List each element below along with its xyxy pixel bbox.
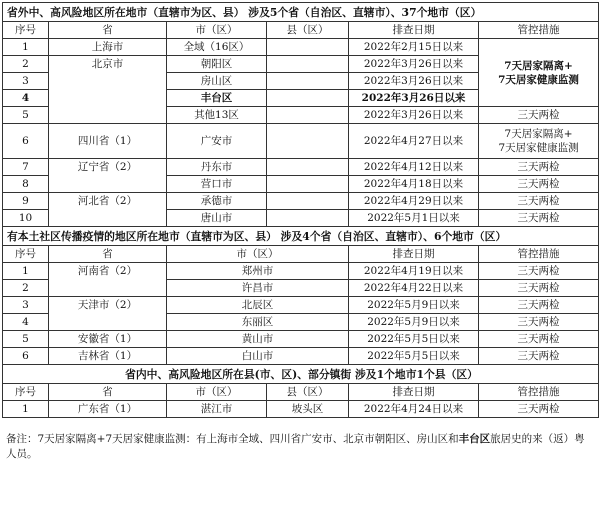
cell-measure: 三天两检 bbox=[479, 210, 599, 227]
risk-area-table bbox=[2, 2, 599, 418]
table-row bbox=[3, 263, 599, 280]
cell-city: 白山市 bbox=[167, 348, 349, 365]
table-row bbox=[3, 348, 599, 365]
cell-date: 2022年5月5日以来 bbox=[349, 331, 479, 348]
cell-county bbox=[267, 193, 349, 210]
section3-title: 省内中、高风险地区所在县(市、区)、部分镇街 涉及1个地市1个县（区） bbox=[3, 365, 599, 384]
cell-county bbox=[267, 124, 349, 159]
cell-no: 2 bbox=[3, 56, 49, 73]
measure-line-2: 7天居家健康监测 bbox=[498, 73, 579, 86]
footnote-text-2: 旅居史的来（返）粤人员。 bbox=[6, 433, 585, 460]
cell-measure bbox=[479, 124, 599, 159]
cell-city: 全域（16区） bbox=[167, 39, 267, 56]
cell-city: 东丽区 bbox=[167, 314, 349, 331]
cell-city: 朝阳区 bbox=[167, 56, 267, 73]
measure-line-1: 7天居家隔离+ bbox=[504, 59, 573, 72]
cell-no: 3 bbox=[3, 73, 49, 90]
table-row bbox=[3, 297, 599, 314]
cell-measure: 三天两检 bbox=[479, 314, 599, 331]
cell-prov: 安徽省（1） bbox=[49, 331, 167, 348]
cell-measure: 三天两检 bbox=[479, 107, 599, 124]
cell-date: 2022年3月26日以来 bbox=[349, 90, 479, 107]
cell-city: 承德市 bbox=[167, 193, 267, 210]
cell-measure: 三天两检 bbox=[479, 280, 599, 297]
cell-date: 2022年4月19日以来 bbox=[349, 263, 479, 280]
cell-date: 2022年5月1日以来 bbox=[349, 210, 479, 227]
section2-header-row bbox=[3, 246, 599, 263]
cell-prov: 广东省（1） bbox=[49, 401, 167, 418]
col-header-no: 序号 bbox=[3, 22, 49, 39]
cell-measure: 三天两检 bbox=[479, 401, 599, 418]
cell-no: 8 bbox=[3, 176, 49, 193]
cell-date: 2022年3月26日以来 bbox=[349, 56, 479, 73]
cell-date: 2022年4月27日以来 bbox=[349, 124, 479, 159]
cell-city: 湛江市 bbox=[167, 401, 267, 418]
cell-measure: 三天两检 bbox=[479, 297, 599, 314]
cell-prov: 河南省（2） bbox=[49, 263, 167, 297]
cell-measure: 三天两检 bbox=[479, 348, 599, 365]
cell-city: 黄山市 bbox=[167, 331, 349, 348]
col-header-prov: 省 bbox=[49, 246, 167, 263]
cell-prov: 河北省（2） bbox=[49, 193, 167, 227]
cell-city: 许昌市 bbox=[167, 280, 349, 297]
measure-line-1: 7天居家隔离+ bbox=[504, 128, 573, 140]
col-header-date: 排查日期 bbox=[349, 384, 479, 401]
cell-no: 1 bbox=[3, 39, 49, 56]
cell-no: 4 bbox=[3, 90, 49, 107]
col-header-city: 市（区） bbox=[167, 384, 267, 401]
section2-title-row bbox=[3, 227, 599, 246]
col-header-measure: 管控措施 bbox=[479, 384, 599, 401]
col-header-no: 序号 bbox=[3, 384, 49, 401]
cell-city: 丰台区 bbox=[167, 90, 267, 107]
cell-prov: 吉林省（1） bbox=[49, 348, 167, 365]
cell-date: 2022年4月24日以来 bbox=[349, 401, 479, 418]
col-header-measure: 管控措施 bbox=[479, 22, 599, 39]
cell-city: 其他13区 bbox=[167, 107, 267, 124]
cell-measure: 三天两检 bbox=[479, 176, 599, 193]
cell-measure: 三天两检 bbox=[479, 193, 599, 210]
cell-prov: 辽宁省（2） bbox=[49, 159, 167, 193]
table-row bbox=[3, 159, 599, 176]
cell-no: 9 bbox=[3, 193, 49, 210]
cell-county bbox=[267, 73, 349, 90]
cell-prov: 四川省（1） bbox=[49, 124, 167, 159]
cell-prov: 上海市 bbox=[49, 39, 167, 56]
cell-date: 2022年4月29日以来 bbox=[349, 193, 479, 210]
section3-header-row bbox=[3, 384, 599, 401]
cell-date: 2022年3月26日以来 bbox=[349, 73, 479, 90]
cell-date: 2022年4月22日以来 bbox=[349, 280, 479, 297]
cell-city: 郑州市 bbox=[167, 263, 349, 280]
cell-date: 2022年2月15日以来 bbox=[349, 39, 479, 56]
footnote-text-1: 备注：7天居家隔离+7天居家健康监测：有上海市全域、四川省广安市、北京市朝阳区、房山区和 bbox=[6, 433, 459, 445]
cell-no: 6 bbox=[3, 348, 49, 365]
cell-city: 北辰区 bbox=[167, 297, 349, 314]
cell-no: 1 bbox=[3, 401, 49, 418]
cell-county bbox=[267, 39, 349, 56]
footnote bbox=[0, 418, 600, 462]
footnote-bold: 丰台区 bbox=[458, 433, 491, 445]
cell-county bbox=[267, 56, 349, 73]
cell-county bbox=[267, 90, 349, 107]
cell-no: 4 bbox=[3, 314, 49, 331]
cell-county bbox=[267, 159, 349, 176]
section1-title-row bbox=[3, 3, 599, 22]
section2-title: 有本土社区传播疫情的地区所在地市（直辖市为区、县） 涉及4个省（自治区、直辖市）、6个地市（区） bbox=[3, 227, 599, 246]
cell-city: 广安市 bbox=[167, 124, 267, 159]
cell-date: 2022年4月18日以来 bbox=[349, 176, 479, 193]
cell-date: 2022年3月26日以来 bbox=[349, 107, 479, 124]
table-row bbox=[3, 124, 599, 159]
cell-county bbox=[267, 210, 349, 227]
cell-no: 2 bbox=[3, 280, 49, 297]
measure-line-2: 7天居家健康监测 bbox=[498, 142, 579, 154]
col-header-date: 排查日期 bbox=[349, 22, 479, 39]
cell-city: 丹东市 bbox=[167, 159, 267, 176]
section1-title: 省外中、高风险地区所在地市（直辖市为区、县） 涉及5个省（自治区、直辖市）、37个地市（区） bbox=[3, 3, 599, 22]
cell-city: 营口市 bbox=[167, 176, 267, 193]
cell-county bbox=[267, 176, 349, 193]
table-row bbox=[3, 331, 599, 348]
cell-no: 6 bbox=[3, 124, 49, 159]
cell-no: 1 bbox=[3, 263, 49, 280]
col-header-no: 序号 bbox=[3, 246, 49, 263]
col-header-county: 县（区） bbox=[267, 384, 349, 401]
cell-city: 唐山市 bbox=[167, 210, 267, 227]
section1-header-row bbox=[3, 22, 599, 39]
cell-measure-merged bbox=[479, 39, 599, 107]
cell-prov: 北京市 bbox=[49, 56, 167, 124]
cell-no: 5 bbox=[3, 331, 49, 348]
cell-no: 3 bbox=[3, 297, 49, 314]
col-header-county: 县（区） bbox=[267, 22, 349, 39]
table-row bbox=[3, 39, 599, 56]
cell-no: 7 bbox=[3, 159, 49, 176]
cell-county bbox=[267, 107, 349, 124]
col-header-date: 排查日期 bbox=[349, 246, 479, 263]
col-header-prov: 省 bbox=[49, 22, 167, 39]
col-header-measure: 管控措施 bbox=[479, 246, 599, 263]
cell-measure: 三天两检 bbox=[479, 331, 599, 348]
cell-date: 2022年5月5日以来 bbox=[349, 348, 479, 365]
cell-date: 2022年5月9日以来 bbox=[349, 297, 479, 314]
cell-city: 房山区 bbox=[167, 73, 267, 90]
table-row bbox=[3, 193, 599, 210]
col-header-city: 市（区） bbox=[167, 246, 349, 263]
table-row bbox=[3, 401, 599, 418]
col-header-city: 市（区） bbox=[167, 22, 267, 39]
cell-measure: 三天两检 bbox=[479, 159, 599, 176]
cell-date: 2022年5月9日以来 bbox=[349, 314, 479, 331]
cell-county: 坡头区 bbox=[267, 401, 349, 418]
cell-date: 2022年4月12日以来 bbox=[349, 159, 479, 176]
cell-prov: 天津市（2） bbox=[49, 297, 167, 331]
cell-no: 5 bbox=[3, 107, 49, 124]
cell-no: 10 bbox=[3, 210, 49, 227]
cell-measure: 三天两检 bbox=[479, 263, 599, 280]
col-header-prov: 省 bbox=[49, 384, 167, 401]
section3-title-row bbox=[3, 365, 599, 384]
